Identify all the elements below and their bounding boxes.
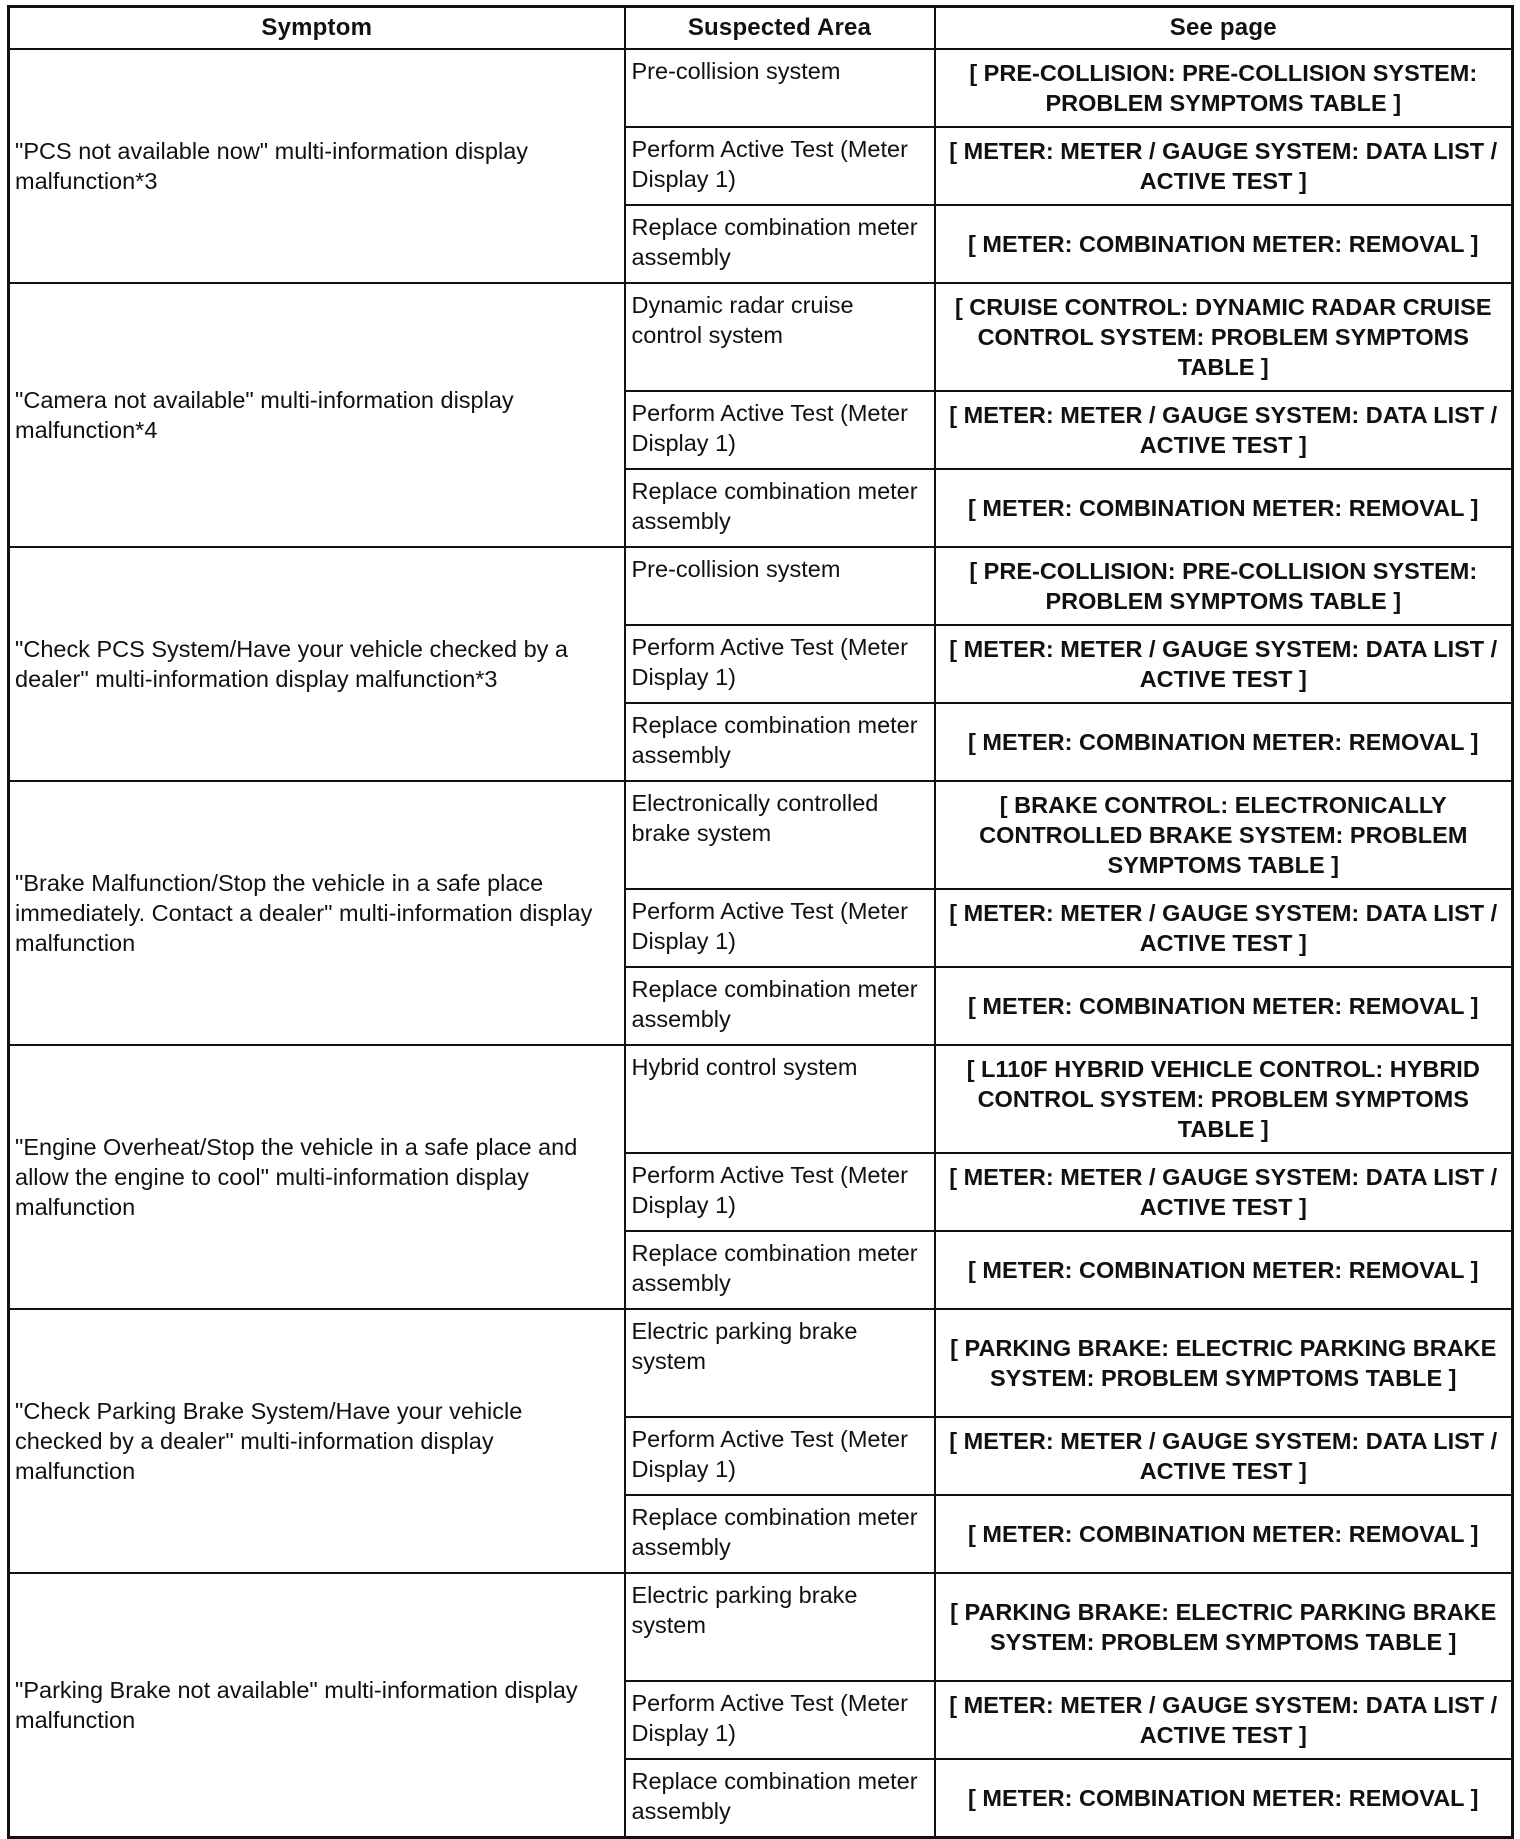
table-row bbox=[9, 1045, 1513, 1153]
see-page-link[interactable]: [ CRUISE CONTROL: DYNAMIC RADAR CRUISE CONTROL SYSTEM: PROBLEM SYMPTOMS TABLE ] bbox=[935, 283, 1513, 391]
table-row bbox=[9, 547, 1513, 625]
suspected-area-cell: Perform Active Test (Meter Display 1) bbox=[625, 1681, 935, 1759]
header-see-page: See page bbox=[935, 7, 1513, 50]
see-page-link[interactable]: [ METER: COMBINATION METER: REMOVAL ] bbox=[935, 205, 1513, 283]
suspected-area-cell: Replace combination meter assembly bbox=[625, 1759, 935, 1838]
see-page-link[interactable]: [ METER: METER / GAUGE SYSTEM: DATA LIST / ACTIVE TEST ] bbox=[935, 625, 1513, 703]
see-page-link[interactable]: [ L110F HYBRID VEHICLE CONTROL: HYBRID CONTROL SYSTEM: PROBLEM SYMPTOMS TABLE ] bbox=[935, 1045, 1513, 1153]
see-page-link[interactable]: [ METER: COMBINATION METER: REMOVAL ] bbox=[935, 1759, 1513, 1838]
table-row bbox=[9, 1309, 1513, 1417]
suspected-area-cell: Hybrid control system bbox=[625, 1045, 935, 1153]
table-row bbox=[9, 49, 1513, 127]
see-page-link[interactable]: [ PRE-COLLISION: PRE-COLLISION SYSTEM: PROBLEM SYMPTOMS TABLE ] bbox=[935, 49, 1513, 127]
see-page-link[interactable]: [ METER: METER / GAUGE SYSTEM: DATA LIST / ACTIVE TEST ] bbox=[935, 889, 1513, 967]
see-page-link[interactable]: [ METER: COMBINATION METER: REMOVAL ] bbox=[935, 967, 1513, 1045]
suspected-area-cell: Replace combination meter assembly bbox=[625, 703, 935, 781]
symptom-cell: "Brake Malfunction/Stop the vehicle in a safe place immediately. Contact a dealer" multi-information display malfunction bbox=[9, 781, 625, 1045]
suspected-area-cell: Electronically controlled brake system bbox=[625, 781, 935, 889]
see-page-link[interactable]: [ PARKING BRAKE: ELECTRIC PARKING BRAKE SYSTEM: PROBLEM SYMPTOMS TABLE ] bbox=[935, 1309, 1513, 1417]
suspected-area-cell: Replace combination meter assembly bbox=[625, 1231, 935, 1309]
suspected-area-cell: Perform Active Test (Meter Display 1) bbox=[625, 127, 935, 205]
see-page-link[interactable]: [ METER: COMBINATION METER: REMOVAL ] bbox=[935, 469, 1513, 547]
suspected-area-cell: Replace combination meter assembly bbox=[625, 205, 935, 283]
symptom-cell: "Camera not available" multi-information display malfunction*4 bbox=[9, 283, 625, 547]
see-page-link[interactable]: [ METER: METER / GAUGE SYSTEM: DATA LIST / ACTIVE TEST ] bbox=[935, 127, 1513, 205]
symptom-cell: "Engine Overheat/Stop the vehicle in a safe place and allow the engine to cool" multi-information display malfunction bbox=[9, 1045, 625, 1309]
symptom-cell: "Check Parking Brake System/Have your vehicle checked by a dealer" multi-information display malfunction bbox=[9, 1309, 625, 1573]
see-page-link[interactable]: [ METER: METER / GAUGE SYSTEM: DATA LIST / ACTIVE TEST ] bbox=[935, 1417, 1513, 1495]
header-suspected-area: Suspected Area bbox=[625, 7, 935, 50]
table-row bbox=[9, 283, 1513, 391]
see-page-link[interactable]: [ METER: METER / GAUGE SYSTEM: DATA LIST / ACTIVE TEST ] bbox=[935, 391, 1513, 469]
suspected-area-cell: Perform Active Test (Meter Display 1) bbox=[625, 1417, 935, 1495]
see-page-link[interactable]: [ METER: COMBINATION METER: REMOVAL ] bbox=[935, 1231, 1513, 1309]
table-row bbox=[9, 781, 1513, 889]
suspected-area-cell: Replace combination meter assembly bbox=[625, 1495, 935, 1573]
see-page-link[interactable]: [ METER: COMBINATION METER: REMOVAL ] bbox=[935, 703, 1513, 781]
suspected-area-cell: Electric parking brake system bbox=[625, 1309, 935, 1417]
see-page-link[interactable]: [ METER: COMBINATION METER: REMOVAL ] bbox=[935, 1495, 1513, 1573]
suspected-area-cell: Electric parking brake system bbox=[625, 1573, 935, 1681]
suspected-area-cell: Perform Active Test (Meter Display 1) bbox=[625, 625, 935, 703]
suspected-area-cell: Dynamic radar cruise control system bbox=[625, 283, 935, 391]
symptom-cell: "PCS not available now" multi-information display malfunction*3 bbox=[9, 49, 625, 283]
table-header-row bbox=[9, 7, 1513, 50]
suspected-area-cell: Perform Active Test (Meter Display 1) bbox=[625, 391, 935, 469]
header-symptom: Symptom bbox=[9, 7, 625, 50]
see-page-link[interactable]: [ PRE-COLLISION: PRE-COLLISION SYSTEM: PROBLEM SYMPTOMS TABLE ] bbox=[935, 547, 1513, 625]
table-row bbox=[9, 1573, 1513, 1681]
suspected-area-cell: Pre-collision system bbox=[625, 547, 935, 625]
problem-symptoms-table bbox=[7, 5, 1514, 1839]
problem-symptoms-table-container bbox=[7, 5, 1511, 1839]
suspected-area-cell: Perform Active Test (Meter Display 1) bbox=[625, 1153, 935, 1231]
suspected-area-cell: Replace combination meter assembly bbox=[625, 967, 935, 1045]
suspected-area-cell: Perform Active Test (Meter Display 1) bbox=[625, 889, 935, 967]
see-page-link[interactable]: [ PARKING BRAKE: ELECTRIC PARKING BRAKE SYSTEM: PROBLEM SYMPTOMS TABLE ] bbox=[935, 1573, 1513, 1681]
see-page-link[interactable]: [ METER: METER / GAUGE SYSTEM: DATA LIST / ACTIVE TEST ] bbox=[935, 1681, 1513, 1759]
suspected-area-cell: Pre-collision system bbox=[625, 49, 935, 127]
symptom-cell: "Parking Brake not available" multi-information display malfunction bbox=[9, 1573, 625, 1838]
see-page-link[interactable]: [ BRAKE CONTROL: ELECTRONICALLY CONTROLLED BRAKE SYSTEM: PROBLEM SYMPTOMS TABLE ] bbox=[935, 781, 1513, 889]
suspected-area-cell: Replace combination meter assembly bbox=[625, 469, 935, 547]
symptom-cell: "Check PCS System/Have your vehicle checked by a dealer" multi-information display malfunction*3 bbox=[9, 547, 625, 781]
see-page-link[interactable]: [ METER: METER / GAUGE SYSTEM: DATA LIST / ACTIVE TEST ] bbox=[935, 1153, 1513, 1231]
